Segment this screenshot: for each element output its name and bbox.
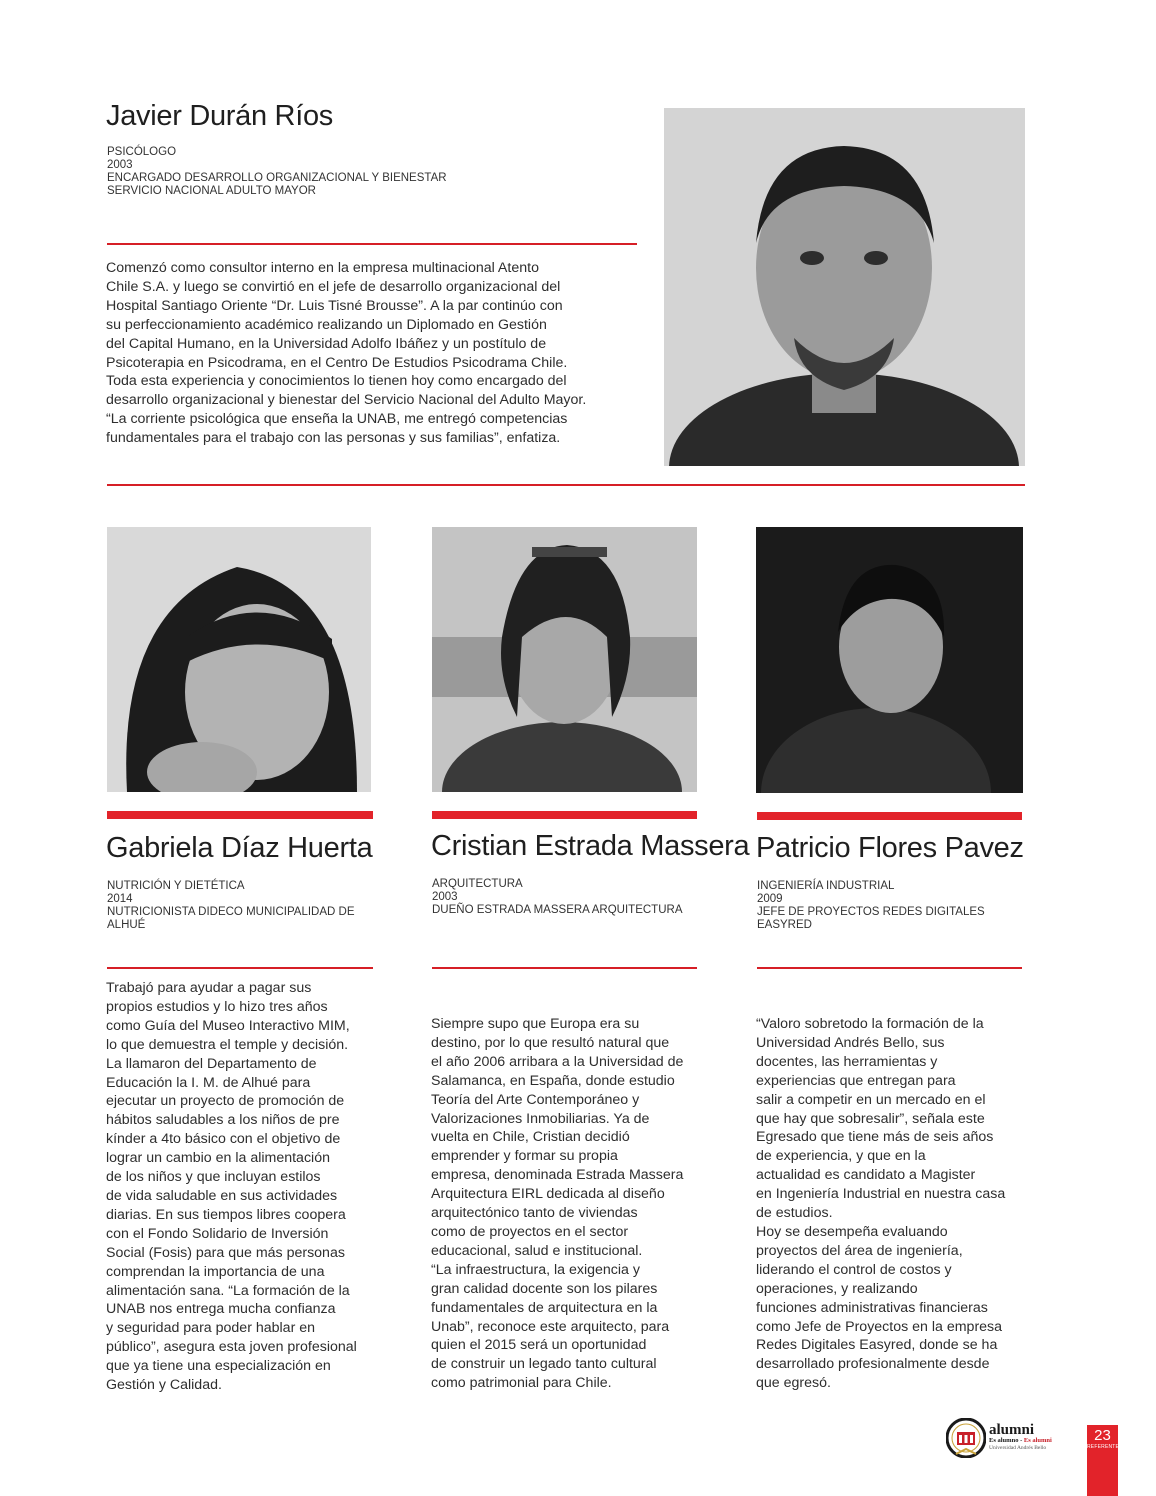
profile-bio: “Valoro sobretodo la formación de la Universidad Andrés Bello, sus docentes, las herramientas y experiencias que entregan para salir a competir en un mercado en el que hay que sobresalir”, señala este Egresado que tiene más de seis años de experiencia, y que en la actualidad es candidato a Magister en Ingeniería Industrial en nuestra casa de estudios. Hoy se desempeña evaluando proyectos del área de ingeniería, liderando el control de costos y operaciones, y realizando funciones administrativas financieras como Jefe de Proyectos en la empresa Redes Digitales Easyred, donde se ha desarrollado profesionalmente desde que egresó.	[756, 1016, 1006, 1392]
portrait-photo-icon	[432, 527, 697, 792]
featured-meta	[107, 146, 447, 198]
profile-meta	[107, 880, 367, 932]
profile-divider	[432, 967, 697, 969]
alumni-word: alumni	[989, 1422, 1035, 1438]
featured-bio: Comenzó como consultor interno en la empresa multinacional Atento Chile S.A. y luego se convirtió en el jefe de desarrollo organizacional del Hospital Santiago Oriente “Dr. Luis Tisné Brousse”. A la par continúo con su perfeccionamiento académico realizando un Diplomado en Gestión del Capital Humano, en la Universidad Adolfo Ibáñez y un postítulo de Psicoterapia en Psicodrama, en el Centro De Estudios Psicodrama Chile. Toda esta experiencia y conocimientos lo tienen hoy como encargado del desarrollo organizacional y bienestar del Servicio Nacional del Adulto Mayor. “La corriente psicológica que enseña la UNAB, me entregó competencias fundamentales para el trabajo con las personas y sus familias”, enfatiza.	[106, 260, 587, 447]
profile-role: JEFE DE PROYECTOS REDES DIGITALES EASYRED	[757, 906, 985, 931]
featured-role-line2: SERVICIO NACIONAL ADULTO MAYOR	[107, 185, 316, 197]
page-number-tab	[1087, 1425, 1123, 1496]
profile-meta	[432, 878, 702, 917]
profile-accent-bar	[432, 811, 697, 819]
seal-icon	[946, 1418, 986, 1458]
portrait-photo-icon	[756, 527, 1023, 793]
profile-bio: Trabajó para ayudar a pagar sus propios estudios y lo hizo tres años como Guía del Museo Interactivo MIM, lo que demuestra el temple y decisión. La llamaron del Departamento de Educación la I. M. de Alhué para ejecutar un proyecto de promoción de hábitos saludables a los niños de pre kínder a 4to básico con el objetivo de lograr un cambio en la alimentación de los niños y que incluyan estilos de vida saludable en sus actividades diarias. En sus tiempos libres coopera con el Fondo Solidario de Inversión Social (Fosis) para que más personas comprendan la importancia de una alimentación sana. “La formación de la UNAB nos entrega mucha confianza y seguridad para poder hablar en público”, asegura esta joven profesional que ya tiene una especialización en Gestión y Calidad.	[106, 980, 357, 1394]
featured-name: Javier Durán Ríos	[106, 100, 333, 132]
profile-name: Cristian Estrada Massera	[431, 830, 750, 862]
featured-career: PSICÓLOGO	[107, 146, 177, 158]
profile-name: Patricio Flores Pavez	[756, 832, 1024, 864]
featured-portrait-photo	[664, 108, 1025, 466]
profile-accent-bar	[757, 812, 1022, 820]
featured-divider	[107, 243, 637, 245]
portrait-photo-icon	[664, 108, 1025, 466]
profile-career: NUTRICIÓN Y DIETÉTICA	[107, 880, 245, 892]
profile-photo-gabriela	[107, 527, 371, 792]
profile-career: INGENIERÍA INDUSTRIAL	[757, 880, 895, 892]
profile-role: DUEÑO ESTRADA MASSERA ARQUITECTURA	[432, 904, 683, 916]
tagline-part-b: Es alumni	[1023, 1437, 1052, 1444]
section-divider	[107, 484, 1025, 486]
profile-role: NUTRICIONISTA DIDECO MUNICIPALIDAD DE ALHUÉ	[107, 906, 355, 931]
alumni-university: Universidad Andrés Bello	[989, 1445, 1047, 1451]
profile-divider	[107, 967, 373, 969]
tagline-part-a: Es alumno -	[989, 1437, 1023, 1444]
page-number: 23	[1094, 1427, 1111, 1444]
profile-name: Gabriela Díaz Huerta	[106, 832, 373, 864]
alumni-seal-logo	[946, 1418, 986, 1458]
profile-year: 2014	[107, 893, 133, 905]
profile-meta	[757, 880, 1027, 932]
profile-photo-cristian	[432, 527, 697, 792]
featured-year: 2003	[107, 159, 133, 171]
alumni-wordmark	[989, 1423, 1052, 1452]
profile-divider	[757, 967, 1022, 969]
profile-year: 2003	[432, 891, 458, 903]
portrait-photo-icon	[107, 527, 371, 792]
alumni-tagline	[989, 1437, 1052, 1445]
profile-career: ARQUITECTURA	[432, 878, 523, 890]
section-label: REFERENTES	[1087, 1444, 1123, 1450]
profile-year: 2009	[757, 893, 783, 905]
profile-photo-patricio	[756, 527, 1023, 793]
featured-role-line1: ENCARGADO DESARROLLO ORGANIZACIONAL Y BIENESTAR	[107, 172, 447, 184]
profile-accent-bar	[107, 811, 373, 819]
profile-bio: Siempre supo que Europa era su destino, por lo que resultó natural que el año 2006 arribara a la Universidad de Salamanca, en España, donde estudio Teoría del Arte Contemporáneo y Valorizaciones Inmobiliarias. Ya de vuelta en Chile, Cristian decidió emprender y formar su propia empresa, denominada Estrada Massera Arquitectura EIRL dedicada al diseño arquitectónico tanto de viviendas como de proyectos en el sector educacional, salud e institucional. “La infraestructura, la exigencia y gran calidad docente son los pilares fundamentales de arquitectura en la Unab”, reconoce este arquitecto, para quien el 2015 será un oportunidad de construir un legado tanto cultural como patrimonial para Chile.	[431, 1016, 684, 1392]
